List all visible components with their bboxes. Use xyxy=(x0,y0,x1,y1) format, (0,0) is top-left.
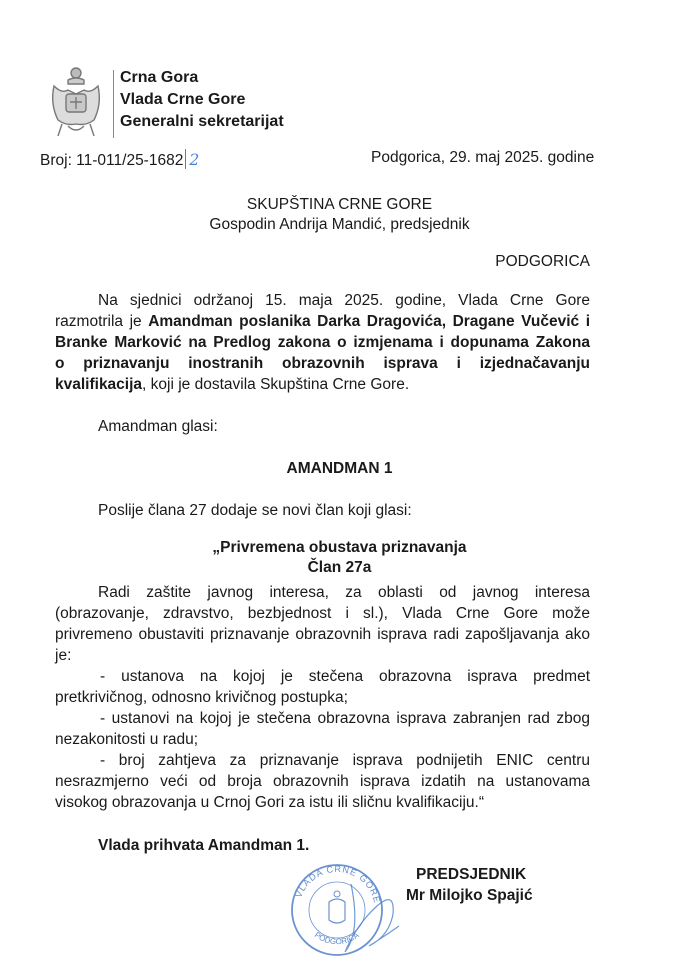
text-line xyxy=(55,624,590,645)
text-line xyxy=(55,708,590,729)
handwritten-suffix: 2 xyxy=(189,151,200,169)
text: je: xyxy=(55,647,72,664)
official-stamp xyxy=(285,862,403,965)
text-line xyxy=(55,771,590,792)
text-line xyxy=(55,687,590,708)
text-line xyxy=(55,353,590,374)
article-heading: „Privremena obustava priznavanja xyxy=(212,539,467,556)
letterhead-government: Vlada Crne Gore xyxy=(120,91,246,108)
signature-name: Mr Milojko Spajić xyxy=(406,887,533,904)
text-line xyxy=(55,792,590,813)
text-line xyxy=(55,582,590,603)
article-number: Član 27a xyxy=(307,559,372,576)
letterhead-country: Crna Gora xyxy=(120,69,199,86)
recipient-institution: SKUPŠTINA CRNE GORE xyxy=(246,196,433,213)
text-line xyxy=(55,332,590,353)
intro-paragraph xyxy=(55,290,590,395)
text: razmotrila je xyxy=(55,313,149,330)
text: - ustanovi na kojoj je stečena obrazovna isprava zabranjen rad zbog xyxy=(100,710,590,727)
handwritten-mark xyxy=(185,149,186,169)
svg-text:PODGORICA: PODGORICA xyxy=(312,930,361,947)
signature-title: PREDSJEDNIK xyxy=(416,866,527,883)
article-body xyxy=(55,582,590,813)
bold-text: Amandman poslanika Darka Dragovića, Dragane Vučević i xyxy=(148,313,590,330)
text-line xyxy=(55,374,590,395)
text: - ustanova na kojoj je stečena obrazovna isprava predmet xyxy=(100,668,590,685)
text: nesrazmjerno veći od broja obrazovnih isprava izdatih na ustanovama xyxy=(55,773,590,790)
text: (obrazovanje, zdravstvo, bezbjednost i sl.), Vlada Crne Gore može xyxy=(55,605,590,622)
text: - broj zahtjeva za priznavanje isprava podnijetih ENIC centru xyxy=(100,752,590,769)
place-date: Podgorica, 29. maj 2025. godine xyxy=(371,149,595,166)
reference-number-text: Broj: 11-011/25-1682 xyxy=(40,152,184,169)
text: privremeno obustaviti priznavanje obrazovnih isprava radi zapošljavanja ako xyxy=(55,626,590,643)
text-line xyxy=(55,603,590,624)
text-line xyxy=(55,311,590,332)
amendment-says: Amandman glasi: xyxy=(98,418,218,435)
bold-text: o priznavanju inostranih obrazovnih isprava i izjednačavanju xyxy=(55,355,590,372)
svg-text:VLADA CRNE GORE: VLADA CRNE GORE xyxy=(293,863,383,905)
text: nezakonitosti u radu; xyxy=(55,731,199,748)
reference-number xyxy=(40,149,199,170)
amendment-title: AMANDMAN 1 xyxy=(286,460,393,477)
text-line xyxy=(55,290,590,311)
letterhead-divider xyxy=(113,70,114,138)
text: visokog obrazovanja u Crnoj Gori za istu ili sličnu kvalifikaciju.“ xyxy=(55,794,485,811)
text-line xyxy=(55,750,590,771)
letterhead-department: Generalni sekretarijat xyxy=(120,113,284,130)
amendment-intro: Poslije člana 27 dodaje se novi član koji glasi: xyxy=(98,502,412,519)
bold-text: Branke Marković na Predlog zakona o izmjenama i dopunama Zakona xyxy=(55,334,590,351)
text: , koji je dostavila Skupština Crne Gore. xyxy=(142,376,410,393)
coat-of-arms-icon xyxy=(48,64,104,145)
recipient-city: PODGORICA xyxy=(495,253,590,270)
text: pretkrivičnog, odnosno krivičnog postupka; xyxy=(55,689,348,706)
text-line xyxy=(55,729,590,750)
bold-text: kvalifikacija xyxy=(55,376,143,393)
text-line xyxy=(55,666,590,687)
text-line xyxy=(55,645,590,666)
text: Na sjednici održanoj 15. maja 2025. godine, Vlada Crne Gore xyxy=(98,292,590,309)
text: Radi zaštite javnog interesa, za oblasti od javnog interesa xyxy=(98,584,590,601)
conclusion: Vlada prihvata Amandman 1. xyxy=(98,837,310,854)
recipient-person: Gospodin Andrija Mandić, predsjednik xyxy=(209,216,470,233)
